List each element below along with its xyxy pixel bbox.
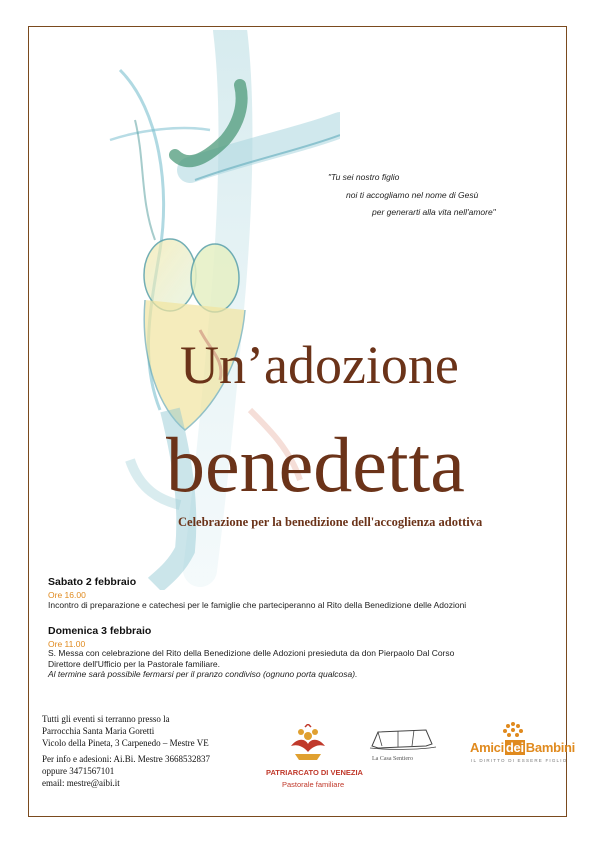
event-1-time: Ore 16.00 — [48, 590, 86, 600]
amici-word-3: Bambini — [525, 740, 575, 755]
quote-line-1: "Tu sei nostro figlio — [328, 172, 400, 182]
info-phone-alt: oppure 3471567101 — [42, 766, 115, 776]
info-contact: Per info e adesioni: Ai.Bi. Mestre 3668532837 — [42, 754, 210, 764]
amici-word-2: dei — [505, 740, 524, 755]
event-2-date: Domenica 3 febbraio — [48, 625, 152, 637]
patriarcato-name: PATRIARCATO DI VENEZIA — [266, 768, 363, 777]
event-2-description: S. Messa con celebrazione del Rito della Benedizione delle Adozioni presieduta da don Pierpaolo Dal Corso — [48, 648, 455, 658]
quote-line-2: noi ti accogliamo nel nome di Gesù — [346, 190, 479, 200]
patriarcato-logo — [283, 724, 333, 766]
amici-word-1: Amici — [470, 740, 504, 755]
casa-sentiero-name: La Casa Sentiero — [372, 756, 413, 762]
event-2-note: Al termine sarà possibile fermarsi per il pranzo condiviso (ognuno porta qualcosa). — [48, 669, 358, 679]
amici-logo-name — [470, 740, 575, 755]
event-2-description-2: Direttore dell'Ufficio per la Pastorale familiare. — [48, 659, 221, 669]
amici-tree-icon — [500, 720, 526, 742]
title-line-1: Un’adozione — [180, 335, 459, 395]
info-email: email: mestre@aibi.it — [42, 778, 120, 788]
info-line-1: Tutti gli eventi si terranno presso la — [42, 714, 170, 724]
event-2-time: Ore 11.00 — [48, 639, 86, 649]
info-location: Parrocchia Santa Maria Goretti — [42, 726, 155, 736]
subtitle: Celebrazione per la benedizione dell'accoglienza adottiva — [178, 515, 483, 529]
patriarcato-subtitle: Pastorale familiare — [282, 780, 345, 789]
title-line-2: benedetta — [166, 421, 465, 508]
info-address: Vicolo della Pineta, 3 Carpenedo – Mestre VE — [42, 738, 209, 748]
amici-tagline: IL DIRITTO DI ESSERE FIGLIO — [471, 758, 568, 763]
event-1-description: Incontro di preparazione e catechesi per le famiglie che parteciperanno al Rito della Benedizione delle Adozioni — [48, 600, 467, 610]
casa-sentiero-logo — [368, 726, 438, 752]
quote-line-3: per generarti alla vita nell'amore" — [372, 207, 496, 217]
event-1-date: Sabato 2 febbraio — [48, 576, 137, 588]
